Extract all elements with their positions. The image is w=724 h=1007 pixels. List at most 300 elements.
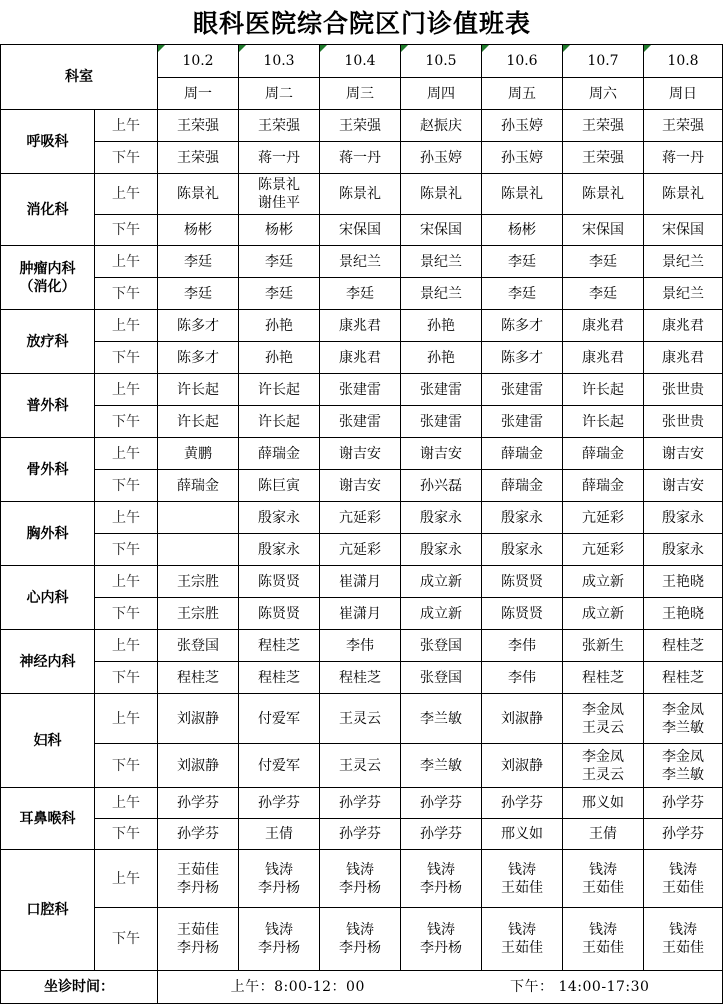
duty-cell (239, 310, 320, 342)
cell-marker (158, 45, 165, 52)
duty-cell (644, 819, 723, 850)
duty-cell (644, 908, 723, 971)
duty-cell (401, 142, 482, 174)
duty-cell (482, 788, 563, 819)
schedule-row (1, 342, 723, 374)
doctor-name: 王宗胜 (177, 573, 219, 590)
doctor-name: 张建雷 (420, 413, 462, 430)
doctor-name: 陈多才 (177, 349, 219, 366)
duty-cell (320, 566, 401, 598)
duty-cell (563, 908, 644, 971)
duty-cell (401, 110, 482, 142)
duty-cell (644, 566, 723, 598)
duty-cell (158, 438, 239, 470)
doctor-name: 王倩 (265, 826, 293, 842)
department-label: 肿瘤内科 (19, 260, 76, 277)
doctor-name: 亢延彩 (582, 541, 624, 558)
duty-cell (563, 788, 644, 819)
doctor-name: 陈景礼 (339, 186, 381, 202)
duty-cell (563, 534, 644, 566)
footer-row (1, 971, 723, 1004)
department-label: 放疗科 (26, 333, 69, 350)
duty-cell (239, 788, 320, 819)
doctor-name: 钱涛 (427, 922, 455, 938)
doctor-name: 宋保国 (662, 222, 704, 238)
schedule-row (1, 819, 723, 850)
doctor-name: 许长起 (258, 381, 300, 398)
doctor-name: 陈多才 (501, 349, 543, 366)
duty-cell (320, 246, 401, 278)
doctor-name: 孙学芬 (258, 795, 300, 811)
doctor-name: 刘淑静 (177, 710, 219, 727)
schedule-row (1, 470, 723, 502)
duty-cell (239, 438, 320, 470)
duty-cell (401, 470, 482, 502)
doctor-name: 陈多才 (501, 317, 543, 334)
doctor-name: 钱涛 (265, 922, 293, 938)
doctor-name: 张建雷 (501, 413, 543, 430)
date-label: 10.3 (263, 53, 295, 69)
duty-cell (401, 744, 482, 788)
cell-marker (482, 45, 489, 52)
morning-hours: 上午：8:00-12：00 (230, 979, 365, 995)
duty-cell (482, 630, 563, 662)
duty-cell (644, 470, 723, 502)
doctor-name: 杨彬 (265, 222, 293, 238)
doctor-name: 薛瑞金 (258, 445, 300, 462)
period-am: 上午 (95, 788, 158, 819)
doctor-name: 王荣强 (258, 117, 300, 134)
duty-cell (644, 246, 723, 278)
duty-cell (482, 310, 563, 342)
duty-cell (482, 502, 563, 534)
period-am: 上午 (95, 110, 158, 142)
doctor-name: 张登国 (177, 637, 219, 654)
duty-cell (320, 850, 401, 908)
doctor-name: 王茹佳 (177, 861, 219, 878)
duty-cell (563, 850, 644, 908)
duty-cell (644, 662, 723, 694)
duty-cell (482, 215, 563, 246)
duty-cell (158, 215, 239, 246)
doctor-name: 康兆君 (339, 349, 381, 366)
doctor-name: 殷家永 (501, 541, 543, 558)
doctor-name: 程桂芝 (662, 669, 704, 686)
department-name (1, 630, 95, 694)
duty-cell (158, 819, 239, 850)
doctor-name: 宋保国 (339, 222, 381, 238)
doctor-name: 张建雷 (501, 381, 543, 398)
header-row-dates (1, 45, 723, 78)
doctor-name: 殷家永 (258, 509, 300, 526)
doctor-name: 程桂芝 (339, 669, 381, 686)
duty-cell (158, 908, 239, 971)
doctor-name: 李廷 (508, 253, 536, 270)
duty-cell (239, 142, 320, 174)
doctor-name: 宋保国 (420, 222, 462, 238)
duty-cell (482, 850, 563, 908)
doctor-name: 王荣强 (339, 117, 381, 134)
doctor-name: 李廷 (265, 253, 293, 270)
doctor-name: 康兆君 (582, 349, 624, 366)
doctor-name: 王荣强 (582, 149, 624, 166)
duty-cell (563, 470, 644, 502)
doctor-name: 孙学芬 (662, 826, 704, 842)
doctor-name: 陈贤贤 (501, 573, 543, 590)
doctor-name: 张世贵 (662, 381, 704, 398)
afternoon-hours: 下午： 14:00-17:30 (510, 979, 650, 995)
duty-cell (320, 908, 401, 971)
duty-cell (239, 630, 320, 662)
duty-cell (158, 470, 239, 502)
doctor-name: 孙玉婷 (420, 149, 462, 166)
duty-cell (401, 374, 482, 406)
date-header (563, 45, 644, 78)
duty-cell (482, 744, 563, 788)
doctor-name: 钱涛 (427, 861, 455, 878)
duty-cell (401, 406, 482, 438)
doctor-name: 殷家永 (420, 541, 462, 558)
duty-cell (644, 174, 723, 215)
duty-cell (482, 819, 563, 850)
duty-cell (158, 850, 239, 908)
duty-cell (320, 502, 401, 534)
day-header: 周六 (563, 78, 644, 110)
schedule-row (1, 534, 723, 566)
duty-cell (401, 438, 482, 470)
duty-cell (644, 215, 723, 246)
duty-cell (401, 502, 482, 534)
doctor-name: 孙艳 (427, 317, 455, 334)
duty-cell (644, 850, 723, 908)
doctor-name: 景纪兰 (662, 253, 704, 270)
doctor-name: 亢延彩 (339, 509, 381, 526)
period-am: 上午 (95, 438, 158, 470)
doctor-name: 薛瑞金 (582, 445, 624, 462)
doctor-name: 王茹佳 (582, 879, 624, 896)
department-name (1, 788, 95, 850)
period-pm: 下午 (95, 215, 158, 246)
period-am: 上午 (95, 630, 158, 662)
doctor-name: 钱涛 (265, 861, 293, 878)
duty-cell (644, 110, 723, 142)
doctor-name: 景纪兰 (662, 285, 704, 302)
doctor-name: 陈贤贤 (258, 605, 300, 622)
schedule-body (1, 45, 723, 1004)
doctor-name: 王茹佳 (501, 879, 543, 896)
department-name (1, 174, 95, 246)
doctor-name: 谢吉安 (420, 445, 462, 462)
schedule-row (1, 110, 723, 142)
doctor-name: 孙学芬 (420, 826, 462, 842)
duty-cell (563, 310, 644, 342)
doctor-name: 邢义如 (582, 795, 624, 811)
doctor-name: 钱涛 (508, 861, 536, 878)
duty-cell (401, 342, 482, 374)
department-name (1, 438, 95, 502)
doctor-name: 薛瑞金 (582, 477, 624, 494)
doctor-name: 李丹杨 (177, 879, 219, 896)
doctor-name: 殷家永 (662, 541, 704, 558)
doctor-name: 王灵云 (582, 719, 624, 736)
doctor-name: 李廷 (508, 285, 536, 302)
doctor-name: 刘淑静 (501, 757, 543, 774)
duty-cell (158, 788, 239, 819)
duty-cell (482, 534, 563, 566)
doctor-name: 王艳晓 (662, 573, 704, 590)
duty-cell (158, 110, 239, 142)
doctor-name: 成立新 (420, 605, 462, 622)
doctor-name: 许长起 (177, 413, 219, 430)
period-am: 上午 (95, 174, 158, 215)
page-title: 眼科医院综合院区门诊值班表 (192, 9, 531, 38)
duty-cell (158, 566, 239, 598)
doctor-name: 蒋一丹 (339, 149, 381, 166)
cell-marker (644, 45, 651, 52)
cell-marker (239, 45, 246, 52)
doctor-name: 王灵云 (582, 766, 624, 783)
duty-cell (401, 566, 482, 598)
doctor-name: 张建雷 (339, 413, 381, 430)
doctor-name: 刘淑静 (177, 757, 219, 774)
period-am: 上午 (95, 694, 158, 744)
doctor-name: 李伟 (508, 669, 536, 686)
doctor-name: 王茹佳 (662, 940, 704, 956)
doctor-name: 薛瑞金 (177, 477, 219, 494)
schedule-row (1, 142, 723, 174)
duty-cell (401, 278, 482, 310)
duty-cell (563, 406, 644, 438)
duty-cell (482, 470, 563, 502)
doctor-name: 谢吉安 (662, 477, 704, 494)
period-pm: 下午 (95, 142, 158, 174)
duty-cell (320, 788, 401, 819)
department-label: 骨外科 (26, 461, 69, 478)
duty-cell (563, 694, 644, 744)
schedule-row (1, 278, 723, 310)
duty-cell (482, 662, 563, 694)
doctor-name: 陈贤贤 (501, 605, 543, 622)
duty-cell (482, 598, 563, 630)
department-label: 消化科 (26, 201, 69, 218)
schedule-row (1, 246, 723, 278)
doctor-name: 孙艳 (265, 317, 293, 334)
doctor-name: 李丹杨 (258, 879, 300, 896)
date-header (320, 45, 401, 78)
duty-cell (158, 694, 239, 744)
doctor-name: 付爱军 (258, 757, 300, 774)
department-name (1, 694, 95, 788)
doctor-name: 孙学芬 (177, 826, 219, 842)
department-label: （消化） (19, 278, 76, 295)
doctor-name: 亢延彩 (582, 509, 624, 526)
period-am: 上午 (95, 374, 158, 406)
doctor-name: 许长起 (582, 413, 624, 430)
doctor-name: 李丹杨 (339, 940, 381, 956)
period-pm: 下午 (95, 662, 158, 694)
period-am: 上午 (95, 310, 158, 342)
period-pm: 下午 (95, 744, 158, 788)
duty-cell (320, 630, 401, 662)
doctor-name: 张建雷 (420, 381, 462, 398)
duty-cell (644, 788, 723, 819)
doctor-name: 程桂芝 (662, 637, 704, 654)
doctor-name: 钱涛 (346, 861, 374, 878)
doctor-name: 赵振庆 (420, 117, 462, 134)
department-name (1, 246, 95, 310)
doctor-name: 康兆君 (662, 317, 704, 334)
doctor-name: 程桂芝 (258, 669, 300, 686)
doctor-name: 孙兴磊 (420, 477, 462, 494)
doctor-name: 李兰敏 (420, 757, 462, 774)
duty-cell (158, 174, 239, 215)
date-header (401, 45, 482, 78)
duty-cell (482, 246, 563, 278)
day-header: 周三 (320, 78, 401, 110)
doctor-name: 程桂芝 (582, 669, 624, 686)
doctor-name: 亢延彩 (339, 541, 381, 558)
doctor-name: 李伟 (508, 637, 536, 654)
duty-cell (401, 310, 482, 342)
doctor-name: 黄鹏 (184, 445, 212, 462)
duty-cell (644, 342, 723, 374)
duty-cell (239, 342, 320, 374)
doctor-name: 薛瑞金 (501, 445, 543, 462)
period-pm: 下午 (95, 278, 158, 310)
schedule-row (1, 908, 723, 971)
doctor-name: 孙学芬 (662, 795, 704, 811)
duty-cell (320, 819, 401, 850)
duty-cell (563, 142, 644, 174)
duty-cell (320, 694, 401, 744)
period-pm: 下午 (95, 908, 158, 971)
doctor-name: 王倩 (589, 826, 617, 842)
duty-cell (239, 374, 320, 406)
duty-cell (644, 310, 723, 342)
day-header: 周二 (239, 78, 320, 110)
duty-cell (644, 502, 723, 534)
duty-cell (644, 142, 723, 174)
date-header (482, 45, 563, 78)
doctor-name: 孙学芬 (339, 826, 381, 842)
duty-cell (563, 566, 644, 598)
duty-cell (239, 406, 320, 438)
doctor-name: 许长起 (258, 413, 300, 430)
duty-cell (320, 374, 401, 406)
duty-cell (158, 662, 239, 694)
duty-cell (239, 246, 320, 278)
duty-cell (320, 406, 401, 438)
doctor-name: 钱涛 (669, 861, 697, 878)
duty-cell (644, 598, 723, 630)
doctor-name: 李廷 (184, 285, 212, 302)
schedule-row (1, 744, 723, 788)
duty-cell (482, 142, 563, 174)
doctor-name: 孙艳 (427, 349, 455, 366)
period-pm: 下午 (95, 819, 158, 850)
duty-cell (482, 174, 563, 215)
doctor-name: 谢佳平 (258, 195, 300, 211)
duty-cell (482, 406, 563, 438)
duty-cell (563, 598, 644, 630)
doctor-name: 陈景礼 (420, 186, 462, 202)
period-pm: 下午 (95, 598, 158, 630)
day-header: 周日 (644, 78, 723, 110)
schedule-row (1, 630, 723, 662)
date-label: 10.7 (587, 53, 619, 69)
doctor-name: 殷家永 (662, 509, 704, 526)
doctor-name: 李廷 (589, 253, 617, 270)
duty-cell (563, 438, 644, 470)
doctor-name: 陈巨寅 (258, 477, 300, 494)
doctor-name: 殷家永 (420, 509, 462, 526)
duty-cell (563, 110, 644, 142)
duty-cell (239, 694, 320, 744)
doctor-name: 康兆君 (582, 317, 624, 334)
department-name (1, 374, 95, 438)
doctor-name: 谢吉安 (662, 445, 704, 462)
doctor-name: 张登国 (420, 669, 462, 686)
doctor-name: 陈景礼 (662, 186, 704, 202)
department-label: 心内科 (26, 589, 69, 606)
duty-cell (401, 694, 482, 744)
department-label: 神经内科 (19, 653, 76, 670)
doctor-name: 康兆君 (339, 317, 381, 334)
doctor-name: 李丹杨 (258, 940, 300, 956)
date-label: 10.8 (667, 53, 699, 69)
doctor-name: 王灵云 (339, 710, 381, 727)
duty-cell (239, 662, 320, 694)
date-label: 10.2 (182, 53, 214, 69)
day-header: 周五 (482, 78, 563, 110)
period-am: 上午 (95, 850, 158, 908)
doctor-name: 李金凤 (582, 748, 624, 765)
date-header (158, 45, 239, 78)
duty-cell (644, 694, 723, 744)
duty-cell (239, 819, 320, 850)
duty-cell (563, 819, 644, 850)
doctor-name: 张登国 (420, 637, 462, 654)
duty-cell (482, 694, 563, 744)
doctor-name: 孙学芬 (339, 795, 381, 811)
duty-cell (320, 744, 401, 788)
department-label: 普外科 (26, 397, 69, 414)
duty-cell (563, 342, 644, 374)
duty-cell (158, 744, 239, 788)
doctor-name: 杨彬 (508, 222, 536, 238)
doctor-name: 蒋一丹 (258, 149, 300, 166)
doctor-name: 钱涛 (589, 922, 617, 938)
doctor-name: 殷家永 (258, 541, 300, 558)
doctor-name: 李丹杨 (339, 879, 381, 896)
doctor-name: 景纪兰 (339, 253, 381, 270)
department-name (1, 110, 95, 174)
department-label: 耳鼻喉科 (19, 810, 76, 827)
doctor-name: 李伟 (346, 637, 374, 654)
department-name (1, 310, 95, 374)
doctor-name: 成立新 (582, 573, 624, 590)
schedule-table (0, 44, 723, 1004)
duty-cell (644, 278, 723, 310)
duty-cell (320, 310, 401, 342)
period-pm: 下午 (95, 534, 158, 566)
doctor-name: 孙学芬 (501, 795, 543, 811)
corner-label: 科室 (1, 45, 158, 110)
doctor-name: 谢吉安 (339, 445, 381, 462)
doctor-name: 成立新 (420, 573, 462, 590)
schedule-row (1, 215, 723, 246)
cell-marker (401, 45, 408, 52)
